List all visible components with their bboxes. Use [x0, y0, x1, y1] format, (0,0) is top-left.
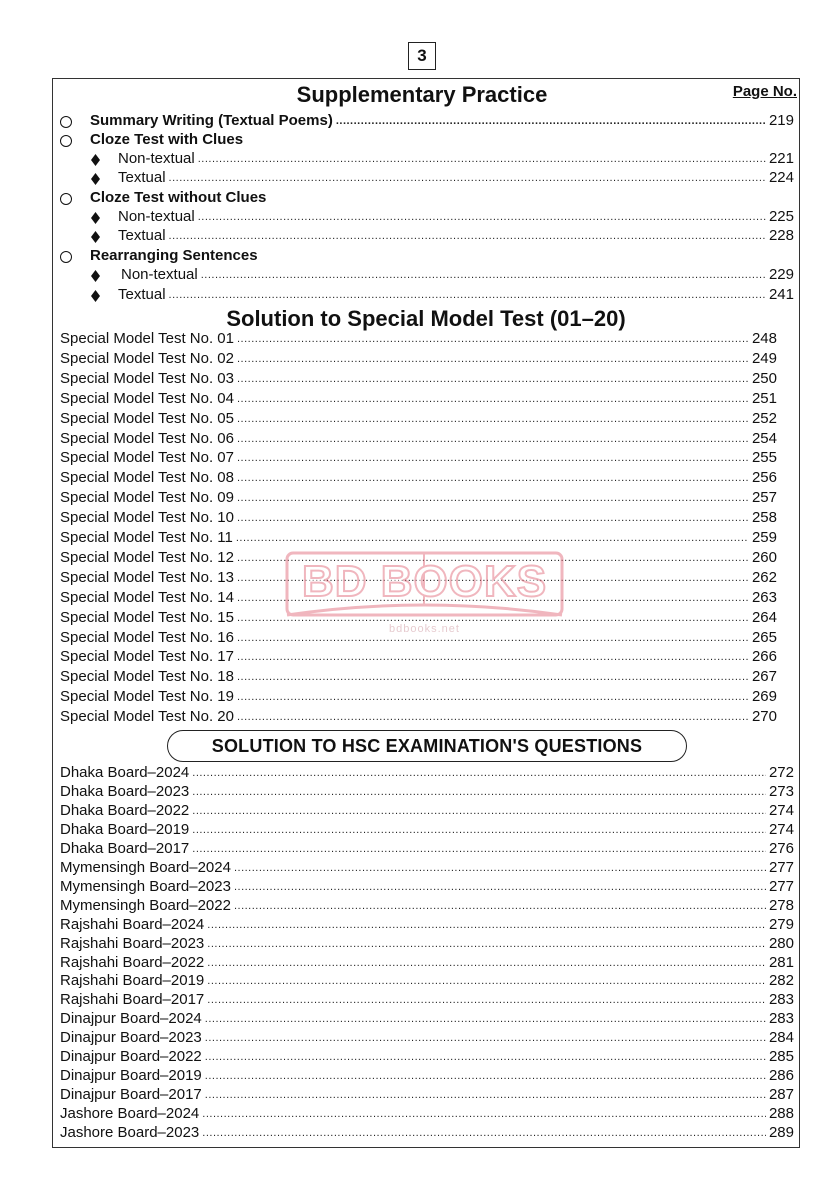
entry-page: 263: [751, 588, 777, 606]
entry-label: Special Model Test No. 08: [60, 469, 234, 487]
hsc-board-entry-15[interactable]: [60, 1029, 794, 1047]
hsc-board-entry-18[interactable]: [60, 1086, 794, 1104]
entry-page: 248: [751, 330, 777, 347]
model-test-title: Solution to Special Model Test (01–20): [226, 306, 626, 331]
entry-label: Summary Writing (Textual Poems): [90, 112, 333, 129]
model-test-entry-14[interactable]: [60, 589, 777, 607]
model-test-entry-15[interactable]: [60, 609, 777, 627]
dot-leader: [237, 453, 749, 464]
entry-label: Special Model Test No. 12: [60, 548, 234, 566]
dot-leader: [207, 920, 766, 931]
dot-leader: [237, 354, 749, 365]
entry-page: 285: [768, 1048, 794, 1066]
entry-label: Special Model Test No. 20: [60, 708, 234, 726]
dot-leader: [198, 154, 766, 165]
entry-label: Rajshahi Board–2023: [60, 934, 205, 952]
model-test-entry-16[interactable]: [60, 629, 777, 647]
dot-leader: [234, 863, 766, 874]
entry-label: Dhaka Board–2017: [60, 839, 190, 857]
entry-label: Mymensingh Board–2024: [60, 858, 231, 876]
entry-page: 277: [768, 877, 794, 895]
entry-page: 287: [768, 1086, 794, 1104]
entry-label: Mymensingh Board–2022: [60, 896, 231, 914]
entry-label: Special Model Test No. 19: [60, 688, 234, 706]
toc-entry-cloze-clues-non-textual[interactable]: [118, 150, 794, 168]
dot-leader: [237, 374, 749, 385]
entry-page: 260: [751, 548, 777, 566]
hsc-board-entry-13[interactable]: [60, 991, 794, 1009]
dot-leader: [201, 270, 766, 281]
dot-leader: [237, 672, 749, 683]
entry-label: Special Model Test No. 01: [60, 330, 234, 347]
toc-entry-cloze-clues-textual[interactable]: [118, 169, 794, 187]
entry-label: Special Model Test No. 04: [60, 389, 234, 407]
dot-leader: [234, 901, 766, 912]
entry-page: 251: [751, 389, 777, 407]
entry-page: 274: [768, 801, 794, 819]
dot-leader: [192, 806, 766, 817]
circle-bullet-icon: [60, 135, 72, 147]
model-test-entry-9[interactable]: [60, 489, 777, 507]
dot-leader: [169, 173, 766, 184]
entry-label: Special Model Test No. 05: [60, 409, 234, 427]
entry-label: Non-textual: [118, 150, 195, 167]
entry-label: Special Model Test No. 03: [60, 369, 234, 387]
dot-leader: [169, 231, 766, 242]
model-test-entry-20[interactable]: [60, 708, 777, 726]
dot-leader: [237, 692, 749, 703]
dot-leader: [192, 768, 766, 779]
entry-page: 241: [768, 286, 794, 303]
circle-bullet-icon: [60, 116, 72, 128]
entry-page: 288: [768, 1105, 794, 1123]
entry-label: Rearranging Sentences: [90, 247, 258, 264]
dot-leader: [237, 593, 749, 604]
entry-page: 259: [751, 529, 777, 546]
model-test-entry-2[interactable]: [60, 350, 777, 368]
entry-label: Special Model Test No. 09: [60, 489, 234, 507]
entry-page: 219: [768, 112, 794, 129]
entry-label: Non-textual: [118, 208, 195, 225]
toc-entry-rearranging-non-textual[interactable]: [121, 266, 794, 284]
hsc-board-entry-20[interactable]: [60, 1124, 794, 1142]
hsc-board-entry-7[interactable]: [60, 878, 794, 896]
hsc-board-entry-16[interactable]: [60, 1048, 794, 1066]
entry-label: Special Model Test No. 14: [60, 588, 234, 606]
entry-label: Cloze Test with Clues: [90, 131, 244, 148]
entry-page: 229: [768, 266, 794, 283]
entry-page: 250: [751, 369, 777, 387]
dot-leader: [237, 394, 749, 405]
entry-label: Mymensingh Board–2023: [60, 877, 231, 895]
toc-heading-cloze-without-clues: [90, 189, 266, 207]
entry-page: 284: [768, 1029, 794, 1047]
dot-leader: [202, 1128, 766, 1139]
entry-page: 265: [751, 628, 777, 646]
entry-page: 272: [768, 764, 794, 781]
model-test-entry-13[interactable]: [60, 569, 777, 587]
hsc-board-entry-4[interactable]: [60, 821, 794, 839]
entry-page: 228: [768, 227, 794, 244]
model-test-entry-5[interactable]: [60, 410, 777, 428]
dot-leader: [207, 976, 766, 987]
dot-leader: [169, 290, 766, 301]
entry-label: Special Model Test No. 11: [60, 529, 233, 546]
model-test-entry-3[interactable]: [60, 370, 777, 388]
circle-bullet-icon: [60, 193, 72, 205]
entry-label: Special Model Test No. 15: [60, 608, 234, 626]
dot-leader: [198, 212, 766, 223]
dot-leader: [237, 553, 749, 564]
hsc-board-entry-11[interactable]: [60, 954, 794, 972]
dot-leader: [205, 1090, 766, 1101]
entry-label: Textual: [118, 286, 166, 303]
entry-page: 266: [751, 648, 777, 666]
entry-page: 254: [751, 429, 777, 447]
hsc-board-entry-2[interactable]: [60, 783, 794, 801]
entry-page: 274: [768, 820, 794, 838]
entry-page: 225: [768, 208, 794, 225]
hsc-board-entry-14[interactable]: [60, 1010, 794, 1028]
entry-label: Non-textual: [121, 266, 198, 283]
model-test-entry-18[interactable]: [60, 668, 777, 686]
model-test-entry-4[interactable]: [60, 390, 777, 408]
entry-page: 270: [751, 708, 777, 726]
hsc-board-entry-19[interactable]: [60, 1105, 794, 1123]
entry-label: Special Model Test No. 02: [60, 349, 234, 367]
dot-leader: [237, 434, 749, 445]
hsc-board-entry-3[interactable]: [60, 802, 794, 820]
toc-entry-rearranging-textual[interactable]: [118, 286, 794, 304]
entry-label: Rajshahi Board–2024: [60, 915, 205, 933]
entry-label: Textual: [118, 169, 166, 186]
entry-page: 283: [768, 1010, 794, 1028]
model-test-entry-10[interactable]: [60, 509, 777, 527]
hsc-board-entry-5[interactable]: [60, 840, 794, 858]
entry-label: Rajshahi Board–2022: [60, 953, 205, 971]
entry-label: Dinajpur Board–2022: [60, 1048, 202, 1066]
hsc-title: SOLUTION TO HSC EXAMINATION'S QUESTIONS: [167, 730, 687, 762]
page-column-label: Page No.: [732, 83, 797, 100]
entry-page: 276: [768, 839, 794, 857]
model-test-entry-1[interactable]: [60, 330, 777, 348]
hsc-board-entry-10[interactable]: [60, 935, 794, 953]
hsc-board-entry-8[interactable]: [60, 897, 794, 915]
dot-leader: [205, 1033, 766, 1044]
toc-entry-summary-writing[interactable]: [90, 112, 794, 130]
dot-leader: [237, 414, 749, 425]
entry-page: 280: [768, 934, 794, 952]
entry-label: Dinajpur Board–2024: [60, 1010, 202, 1028]
model-test-entry-11[interactable]: [60, 529, 777, 547]
entry-page: 289: [768, 1124, 794, 1142]
dot-leader: [202, 1109, 766, 1120]
entry-label: Textual: [118, 227, 166, 244]
dot-leader: [207, 958, 766, 969]
toc-entry-cloze-no-clues-non-textual[interactable]: [118, 208, 794, 226]
entry-label: Special Model Test No. 18: [60, 668, 234, 686]
hsc-board-entry-12[interactable]: [60, 972, 794, 990]
entry-page: 281: [768, 953, 794, 971]
entry-label: Special Model Test No. 10: [60, 509, 234, 527]
dot-leader: [207, 995, 766, 1006]
entry-page: 277: [768, 858, 794, 876]
entry-label: Special Model Test No. 16: [60, 628, 234, 646]
dot-leader: [237, 513, 749, 524]
dot-leader: [192, 844, 766, 855]
model-test-entry-12[interactable]: [60, 549, 777, 567]
dot-leader: [237, 473, 749, 484]
entry-page: 262: [751, 568, 777, 586]
dot-leader: [236, 533, 749, 544]
entry-page: 269: [751, 688, 777, 706]
dot-leader: [205, 1014, 766, 1025]
entry-label: Dhaka Board–2022: [60, 801, 190, 819]
toc-heading-rearranging: [90, 247, 258, 265]
hsc-board-entry-17[interactable]: [60, 1067, 794, 1085]
entry-label: Dhaka Board–2019: [60, 820, 190, 838]
dot-leader: [237, 652, 749, 663]
supplementary-title: Supplementary Practice: [296, 82, 548, 107]
entry-label: Special Model Test No. 17: [60, 648, 234, 666]
model-test-entry-7[interactable]: [60, 449, 777, 467]
toc-entry-cloze-no-clues-textual[interactable]: [118, 227, 794, 245]
entry-label: Rajshahi Board–2019: [60, 972, 205, 990]
entry-page: 252: [751, 409, 777, 427]
entry-page: 258: [751, 509, 777, 527]
entry-page: 221: [768, 150, 794, 167]
entry-label: Dhaka Board–2024: [60, 764, 190, 781]
entry-label: Rajshahi Board–2017: [60, 991, 205, 1009]
dot-leader: [336, 116, 766, 127]
dot-leader: [237, 633, 749, 644]
hsc-board-entry-1[interactable]: [60, 764, 794, 782]
entry-label: Dinajpur Board–2019: [60, 1067, 202, 1085]
entry-page: 278: [768, 896, 794, 914]
entry-page: 282: [768, 972, 794, 990]
entry-page: 279: [768, 915, 794, 933]
watermark-subtext: bdbooks.net: [389, 623, 460, 635]
model-test-entry-17[interactable]: [60, 648, 777, 666]
entry-page: 224: [768, 169, 794, 186]
dot-leader: [237, 573, 749, 584]
watermark-text: BD BOOKS: [301, 557, 548, 606]
entry-page: 273: [768, 782, 794, 800]
entry-page: 255: [751, 449, 777, 467]
dot-leader: [237, 712, 749, 723]
dot-leader: [237, 613, 749, 624]
entry-label: Jashore Board–2024: [60, 1105, 200, 1123]
dot-leader: [205, 1052, 766, 1063]
entry-page: 264: [751, 608, 777, 626]
entry-page: 283: [768, 991, 794, 1009]
model-test-entry-8[interactable]: [60, 469, 777, 487]
dot-leader: [234, 882, 766, 893]
entry-label: Dinajpur Board–2023: [60, 1029, 202, 1047]
entry-page: 257: [751, 489, 777, 507]
dot-leader: [237, 493, 749, 504]
dot-leader: [237, 334, 749, 345]
hsc-board-entry-6[interactable]: [60, 859, 794, 877]
page-number: 3: [408, 42, 436, 70]
entry-label: Dinajpur Board–2017: [60, 1086, 202, 1104]
dot-leader: [207, 939, 766, 950]
toc-heading-cloze-with-clues: [90, 131, 243, 149]
entry-page: 249: [751, 349, 777, 367]
entry-page: 286: [768, 1067, 794, 1085]
dot-leader: [192, 825, 766, 836]
model-test-entry-6[interactable]: [60, 430, 777, 448]
circle-bullet-icon: [60, 251, 72, 263]
entry-label: Special Model Test No. 13: [60, 568, 234, 586]
entry-label: Special Model Test No. 07: [60, 449, 234, 467]
entry-page: 267: [751, 668, 777, 686]
dot-leader: [192, 787, 766, 798]
model-test-entry-19[interactable]: [60, 688, 777, 706]
entry-label: Cloze Test without Clues: [90, 189, 267, 206]
hsc-board-entry-9[interactable]: [60, 916, 794, 934]
entry-page: 256: [751, 469, 777, 487]
entry-label: Jashore Board–2023: [60, 1124, 200, 1142]
dot-leader: [205, 1071, 766, 1082]
entry-label: Special Model Test No. 06: [60, 429, 234, 447]
entry-label: Dhaka Board–2023: [60, 782, 190, 800]
